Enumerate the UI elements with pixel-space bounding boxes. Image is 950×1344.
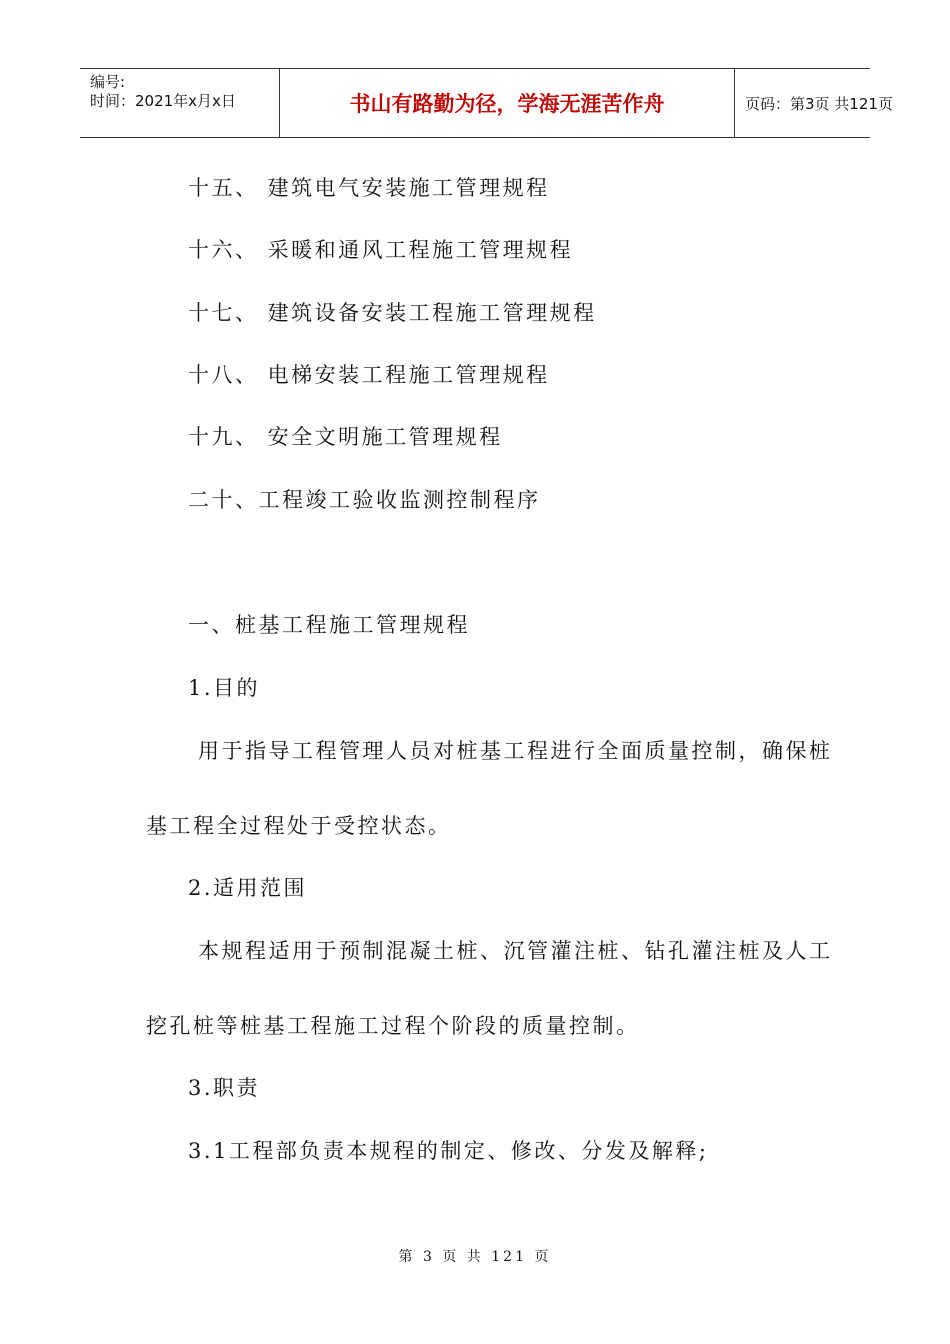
header-motto: 书山有路勤为径，学海无涯苦作舟 (280, 69, 735, 137)
paragraph-line: 本规程适用于预制混凝土桩、沉管灌注桩、钻孔灌注桩及人工 (198, 939, 833, 963)
heading-scope: 2.适用范围 (188, 876, 308, 900)
toc-item: 十五、 建筑电气安装施工管理规程 (188, 176, 550, 200)
toc-item: 十九、 安全文明施工管理规程 (188, 425, 503, 449)
page-footer: 第 3 页 共 121 页 (398, 1249, 552, 1265)
heading-purpose: 1.目的 (188, 676, 261, 700)
paragraph-line: 用于指导工程管理人员对桩基工程进行全面质量控制，确保桩 (198, 739, 833, 763)
toc-item: 十七、 建筑设备安装工程施工管理规程 (188, 301, 597, 325)
time-label: 时间：2021年x月x日 (90, 92, 236, 110)
toc-item: 十八、 电梯安装工程施工管理规程 (188, 363, 550, 387)
toc-item: 二十、工程竣工验收监测控制程序 (188, 488, 541, 512)
paragraph-line: 基工程全过程处于受控状态。 (146, 814, 452, 838)
heading-duties: 3.职责 (188, 1076, 261, 1100)
header-meta (80, 69, 280, 137)
paragraph-line: 挖孔桩等桩基工程施工过程个阶段的质量控制。 (146, 1014, 640, 1038)
number-label: 编号: (90, 73, 126, 91)
header-page-info: 页码：第3页 共121页 (745, 94, 893, 113)
page-header (80, 68, 893, 138)
section-title: 一、桩基工程施工管理规程 (188, 613, 470, 637)
toc-item: 十六、 采暖和通风工程施工管理规程 (188, 238, 574, 262)
paragraph-line: 3.1工程部负责本规程的制定、修改、分发及解释; (188, 1139, 709, 1163)
